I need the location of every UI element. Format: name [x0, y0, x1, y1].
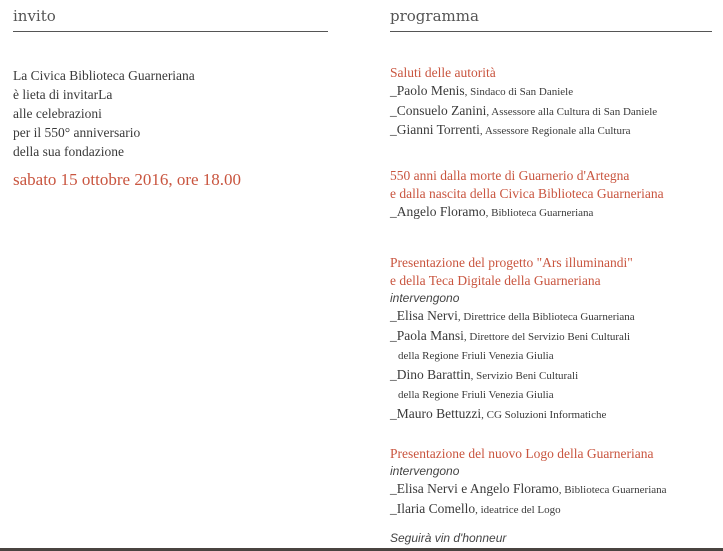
- speaker-role: , Servizio Beni Culturali: [470, 369, 579, 382]
- speaker: [390, 480, 720, 500]
- speaker-name: _Gianni Torrenti: [390, 122, 480, 137]
- speaker-role: , Biblioteca Guarneriana: [558, 484, 667, 496]
- speaker-name: _Paolo Menis: [390, 83, 465, 98]
- speaker-role: , Assessore Regionale alla Cultura: [479, 125, 631, 137]
- event-date: sabato 15 ottobre 2016, ore 18.00: [13, 170, 242, 189]
- section-title: e dalla nascita della Civica Biblioteca Guarneriana: [390, 186, 664, 201]
- speaker-role: , Direttrice della Biblioteca Guarneriana: [457, 311, 635, 323]
- speaker: [390, 203, 720, 223]
- intro-line: per il 550° anniversario: [13, 125, 141, 140]
- speaker-role: , CG Soluzioni Informatiche: [481, 408, 607, 421]
- section-title: Saluti delle autorità: [390, 65, 496, 80]
- speaker-role: , Biblioteca Guarneriana: [485, 207, 594, 219]
- speaker: [390, 500, 720, 520]
- speaker: [390, 307, 720, 327]
- speaker-name: _Consuelo Zanini: [390, 102, 487, 118]
- speaker: [390, 327, 720, 347]
- speaker: [390, 405, 720, 425]
- section-title: Presentazione del progetto "Ars illuminandi": [390, 255, 633, 270]
- speaker-role: , Assessore alla Cultura di San Daniele: [486, 105, 658, 118]
- speaker-name: _Dino Barattin: [390, 366, 471, 382]
- closing-note: Seguirà vin d'honneur: [390, 531, 507, 545]
- speaker-role: , Sindaco di San Daniele: [464, 86, 574, 98]
- invitation-text: [13, 66, 328, 161]
- speaker: [390, 102, 720, 122]
- program-section: [390, 445, 720, 519]
- programma-heading: programma: [390, 0, 712, 32]
- section-title: e della Teca Digitale della Guarneriana: [390, 273, 601, 288]
- intro-line: alle celebrazioni: [13, 106, 102, 121]
- speaker-role-continued: della Regione Friuli Venezia Giulia: [398, 389, 554, 401]
- intro-line: della sua fondazione: [13, 144, 124, 159]
- program-section: [390, 64, 720, 141]
- speaker-role-continued: della Regione Friuli Venezia Giulia: [398, 350, 554, 362]
- program-section: [390, 254, 720, 424]
- program-section: [390, 167, 720, 223]
- speaker-name: _Paola Mansi: [390, 327, 464, 343]
- invito-column: [13, 0, 328, 191]
- speaker: [390, 82, 720, 102]
- speaker: [390, 366, 720, 386]
- speaker-name: _Angelo Floramo: [390, 204, 486, 219]
- programma-column: [390, 0, 712, 545]
- invito-heading: invito: [13, 0, 328, 32]
- speaker-role: , Direttore del Servizio Beni Culturali: [463, 330, 631, 343]
- intro-line: La Civica Biblioteca Guarneriana: [13, 68, 195, 83]
- section-title: Presentazione del nuovo Logo della Guarneriana: [390, 446, 654, 461]
- section-subtitle: intervengono: [390, 464, 460, 478]
- speaker-name: _Elisa Nervi: [390, 308, 458, 323]
- speaker-name: _Elisa Nervi e Angelo Floramo: [390, 481, 559, 496]
- speaker: [390, 121, 720, 141]
- speaker-name: _Mauro Bettuzzi: [390, 405, 482, 421]
- intro-line: è lieta di invitarLa: [13, 87, 113, 102]
- speaker-name: _Ilaria Comello: [390, 500, 476, 516]
- speaker-role: , ideatrice del Logo: [475, 503, 561, 516]
- section-subtitle: intervengono: [390, 291, 460, 305]
- section-title: 550 anni dalla morte di Guarnerio d'Artegna: [390, 168, 630, 183]
